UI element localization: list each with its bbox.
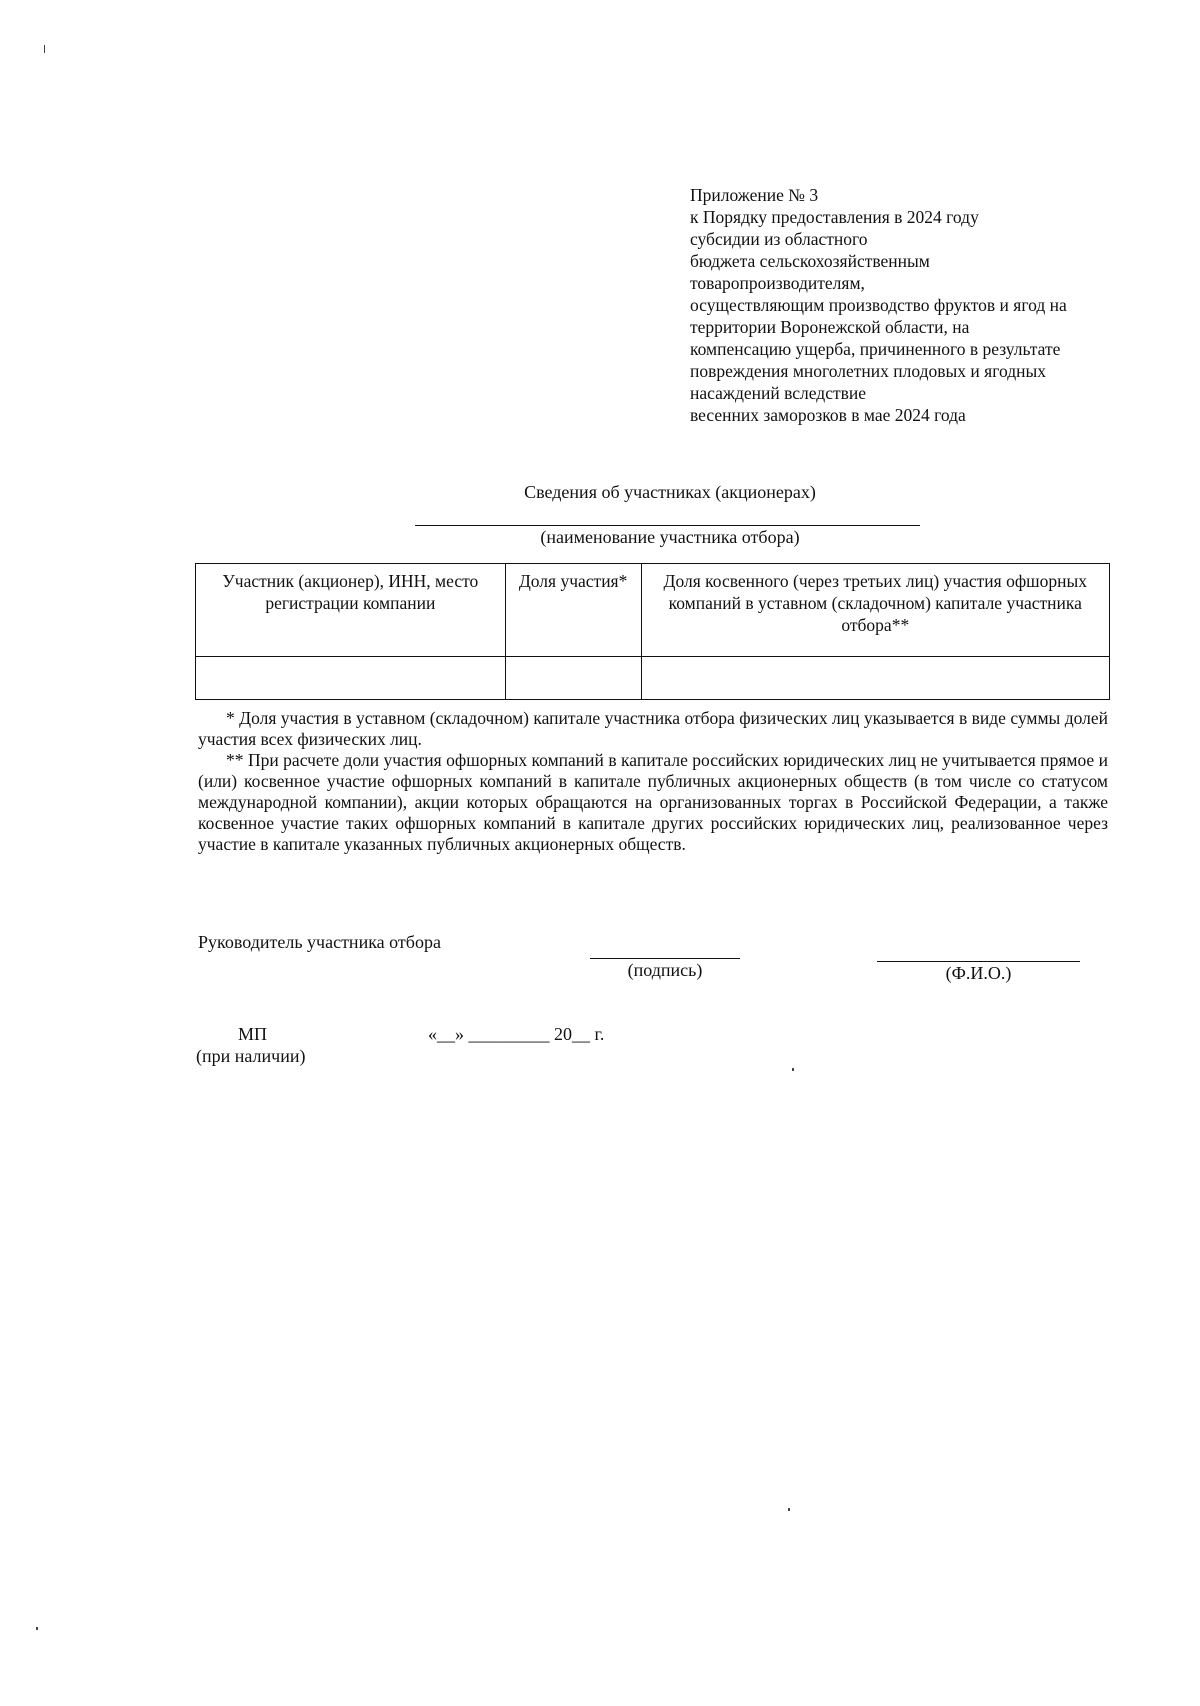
stamp-note: (при наличии) bbox=[196, 1046, 306, 1066]
scan-speck bbox=[792, 1068, 794, 1071]
table-cell-participant[interactable] bbox=[196, 657, 506, 700]
participant-name-caption: (наименование участника отбора) bbox=[540, 527, 800, 547]
footnotes bbox=[198, 708, 1108, 855]
table-cell-share[interactable] bbox=[505, 657, 641, 700]
appendix-line: весенних заморозков в мае 2024 года bbox=[690, 405, 966, 425]
signature-caption: (подпись) bbox=[627, 960, 703, 980]
date-field[interactable]: «__» _________ 20__ г. bbox=[428, 1024, 605, 1044]
footnote-1: * Доля участия в уставном (складочном) капитале участника отбора физических лиц указывается в виде суммы долей участия всех физических лиц. bbox=[198, 708, 1108, 749]
appendix-line: насаждений вследствие bbox=[690, 383, 867, 403]
appendix-line: компенсацию ущерба, причиненного в результате bbox=[690, 339, 1061, 359]
table-row bbox=[196, 657, 1110, 700]
appendix-line: к Порядку предоставления в 2024 году bbox=[690, 207, 979, 227]
appendix-line: осуществляющим производство фруктов и ягод на bbox=[690, 295, 1067, 315]
scan-speck bbox=[44, 45, 45, 53]
table-header-row bbox=[196, 564, 1110, 657]
appendix-line: товаропроизводителям, bbox=[690, 273, 865, 293]
stamp-label: МП bbox=[238, 1024, 268, 1044]
table-cell-offshore-share[interactable] bbox=[641, 657, 1109, 700]
signature-field-line[interactable] bbox=[590, 958, 740, 959]
scan-speck bbox=[36, 1627, 38, 1630]
appendix-line: территории Воронежской области, на bbox=[690, 317, 970, 337]
full-name-field-line[interactable] bbox=[877, 961, 1080, 962]
appendix-line: субсидии из областного bbox=[690, 229, 868, 249]
column-header-share: Доля участия* bbox=[505, 564, 641, 657]
appendix-line: повреждения многолетних плодовых и ягодных bbox=[690, 361, 1046, 381]
column-header-offshore-share: Доля косвенного (через третьих лиц) участия офшорных компаний в уставном (складочном) капитале участника отбора** bbox=[641, 564, 1109, 657]
participant-name-field-line[interactable] bbox=[415, 525, 920, 526]
appendix-header bbox=[690, 184, 1160, 426]
full-name-caption: (Ф.И.О.) bbox=[945, 963, 1012, 983]
head-of-participant-label: Руководитель участника отбора bbox=[198, 932, 441, 952]
appendix-line: Приложение № 3 bbox=[690, 185, 819, 205]
column-header-participant: Участник (акционер), ИНН, место регистрации компании bbox=[196, 564, 506, 657]
footnote-2: ** При расчете доли участия офшорных компаний в капитале российских юридических лиц не учитывается прямое и (или) косвенное участие офшорных компаний в капитале публичных акционерных обществ (в том числе со статусом международной компании), акции которых обращаются на организованных торгах в Российской Федерации, а также косвенное участие таких офшорных компаний в капитале других российских юридических лиц, реализованное через участие в капитале указанных публичных акционерных обществ. bbox=[198, 750, 1108, 854]
scan-speck bbox=[788, 1508, 790, 1511]
shareholders-table bbox=[195, 563, 1110, 700]
form-title: Сведения об участниках (акционерах) bbox=[524, 482, 816, 502]
appendix-line: бюджета сельскохозяйственным bbox=[690, 251, 930, 271]
